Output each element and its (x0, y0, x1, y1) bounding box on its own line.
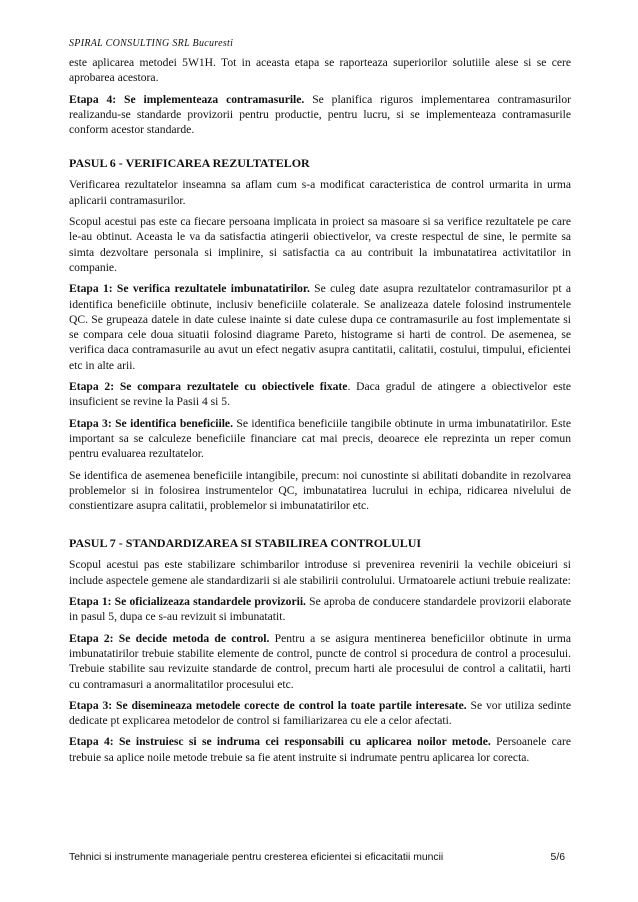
step7-etapa-2 (69, 631, 571, 692)
step6-paragraph-1: Verificarea rezultatelor inseamna sa aflam cum s-a modificat caracteristica de control urmarita in urma aplicarii contramasurilor. (69, 178, 571, 207)
etapa-text: Se aproba de conducere standardele provizorii elaborate in pasul 5, dupa ce s-au revizuit si imbunatatit. (69, 595, 571, 624)
step6-paragraph-last: Se identifica de asemenea beneficiile intangibile, precum: noi cunostinte si abilitati dobandite in rezolvarea problemelor si in folosirea instrumentelor QC, imbunatatirea lucrului in echipa, ridicarea nivelului de constientizare asupra calitatii, problemelor si imbunatatirilor etc. (69, 468, 571, 513)
etapa-text: Se identifica beneficiile tangibile obtinute in urma imbunatatirilor. Este important sa se calculeze beneficiile financiare cat mai precis, deoarece ele reprezinta un reper comun pentru evaluarea rezultatelor. (69, 416, 571, 461)
etapa-text: Se planifica riguros implementarea contramasurilor realizandu-se standarde provizorii pentru productie, pentru lucru, si se implementeaza contramasurile conform acestor standarde. (69, 92, 571, 137)
document-body (69, 55, 571, 771)
etapa-lead: Etapa 4: Se implementeaza contramasurile. (69, 92, 305, 106)
step7-etapa-1 (69, 594, 571, 625)
etapa-lead: Etapa 3: Se disemineaza metodele corecte de control la toate partile interesate. (69, 698, 467, 712)
step6-etapa-2 (69, 379, 571, 410)
step6-etapa-3 (69, 416, 571, 462)
etapa-lead: Etapa 2: Se decide metoda de control. (69, 631, 270, 645)
etapa-text: Se culeg date asupra rezultatelor contramasurilor pt a identifica beneficiile obtinute, inclusiv beneficiile colaterale. Se analizeaza datele folosind instrumentele QC. Se grupeaza datele in date culese inainte si date culese dupa ce contramasurile au fost implementate si se compara cele doua situatii folosind diagrame Pareto, histograme si harti de control. De asemenea, se verifica daca contramasurile au avut un efect negativ asupra cantitatii, calitatii, costului, timpului, eficientei etc in alte arii. (69, 282, 571, 372)
intro-paragraph: este aplicarea metodei 5W1H. Tot in aceasta etapa se raporteaza superiorilor solutiile alese si se cere aprobarea acestora. (69, 56, 571, 85)
etapa-lead: Etapa 3: Se identifica beneficiile. (69, 416, 233, 430)
step7-etapa-3 (69, 698, 571, 729)
running-header: SPIRAL CONSULTING SRL Bucuresti (69, 38, 234, 49)
step6-paragraph-2: Scopul acestui pas este ca fiecare persoana implicata in proiect sa masoare si sa verifice rezultatele pe care le-au obtinut. Aceasta le va da satisfactia atingerii obiectivelor, va creste respectul de sine, le permite sa simta dezvoltare personala si implinire, si satisfactia ca au contribuit la imbunatatirea activitatilor in companie. (69, 215, 571, 274)
step7-etapa-4 (69, 734, 571, 765)
page-number: 5/6 (550, 852, 565, 863)
etapa-lead: Etapa 1: Se oficializeaza standardele provizorii. (69, 595, 306, 609)
etapa-lead: Etapa 1: Se verifica rezultatele imbunatatirilor. (69, 282, 310, 296)
intro-etapa-4 (69, 92, 571, 138)
step6-etapa-1 (69, 281, 571, 373)
footer-title: Tehnici si instrumente manageriale pentru cresterea eficientei si eficacitatii muncii (69, 852, 444, 863)
step7-paragraph-1: Scopul acestui pas este stabilizare schimbarilor introduse si prevenirea revenirii la vechile obiceiuri si include aspectele gemene ale standardizarii si ale stabilirii controlului. Urmatoarele actiuni trebuie realizate: (69, 558, 571, 587)
etapa-lead: Etapa 2: Se compara rezultatele cu obiectivele fixate (69, 380, 348, 394)
etapa-text: Se vor utiliza sedinte dedicate pt explicarea metodelor de control si familiarizarea cu ele a celor afectati. (69, 698, 571, 728)
etapa-text: Pentru a se asigura mentinerea beneficiilor obtinute in urma imbunatatirilor trebuie stabilite elemente de control, puncte de control si procedura de control a procesului. Trebuie stabilite sau revizuite standarde de control, precum harti ale procesului de control a calitatii, harti cu contramasuri a anormalitatilor procesului etc. (69, 631, 571, 691)
etapa-text: Persoanele care trebuie sa aplice noile metode trebuie sa fie atent instruite si indrumate pentru aplicarea lor corecta. (69, 735, 571, 764)
etapa-lead: Etapa 4: Se instruiesc si se indruma cei responsabili cu aplicarea noilor metode. (69, 735, 491, 749)
etapa-text: . Daca gradul de atingere a obiectivelor este insuficient se revine la Pasii 4 si 5. (69, 380, 571, 409)
section-heading-step7: PASUL 7 - STANDARDIZAREA SI STABILIREA CONTROLULUI (69, 536, 422, 551)
section-heading-step6: PASUL 6 - VERIFICAREA REZULTATELOR (69, 156, 310, 171)
